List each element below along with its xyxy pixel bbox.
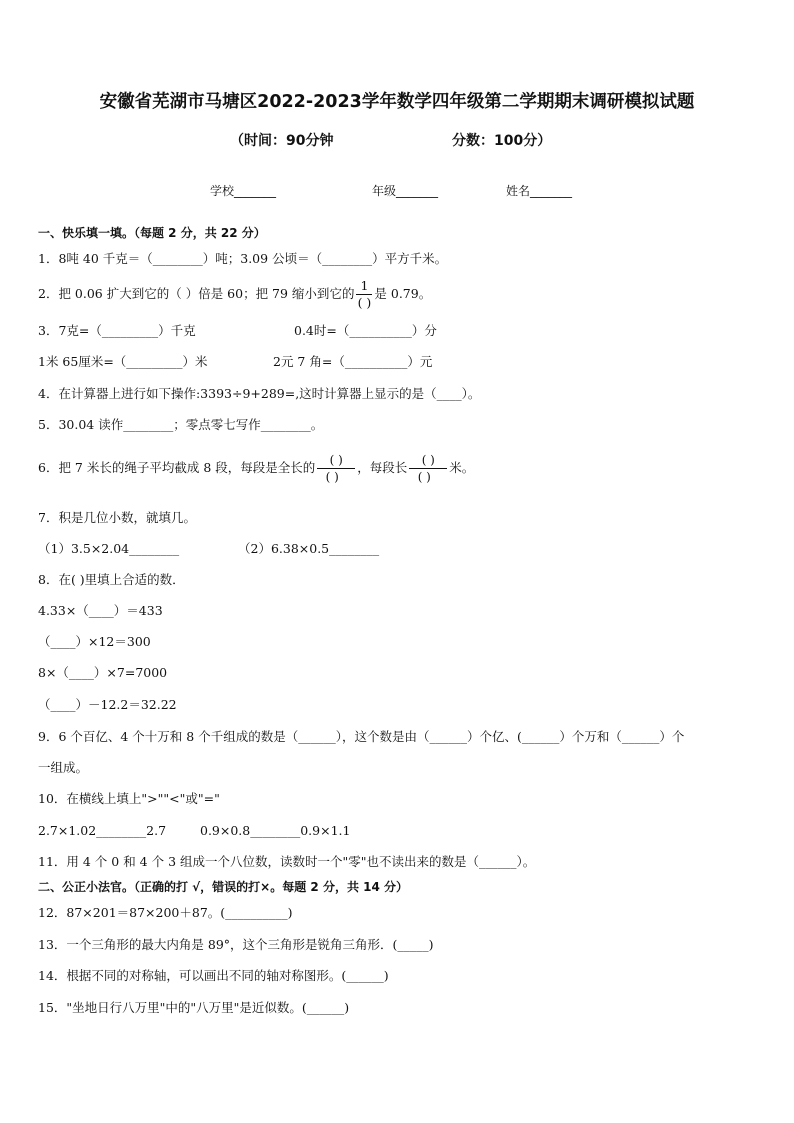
question-8-b: （____）×12＝300 [38,634,151,649]
question-9: 9．6 个百亿、4 个十万和 8 个千组成的数是（______），这个数是由（______）个亿、(______）个万和（______）个 [38,729,685,744]
question-8-a: 4.33×（____）＝433 [38,603,163,618]
question-8-c: 8×（____）×7=7000 [38,665,168,680]
question-1: 1．8吨 40 千克＝（________）吨；3.09 公顷＝（________）平方千米。 [38,251,448,266]
question-12: 12．87×201＝87×200＋87。(__________) [38,905,293,920]
question-10-b: 0.9×0.8________0.9×1.1 [200,823,351,838]
question-14: 14．根据不同的对称轴，可以画出不同的轴对称图形。(______) [38,968,389,983]
question-6-text-end: 米。 [449,460,475,475]
question-6-fraction-1 [317,452,355,485]
question-6-text: 6．把 7 米长的绳子平均截成 8 段，每段是全长的 [38,460,316,475]
question-5: 5．30.04 读作________；零点零七写作________。 [38,417,324,432]
section-1-heading: 一、快乐填一填。（每题 2 分，共 22 分） [38,226,266,240]
section-2-heading: 二、公正小法官。（正确的打 √，错误的打×。每题 2 分，共 14 分） [38,880,408,894]
question-7-part-2: （2）6.38×0.5________ [238,541,380,556]
page-title: 安徽省芜湖市马塘区2022-2023学年数学四年级第二学期期末调研模拟试题 [99,92,695,112]
question-3-b: 0.4时=（__________）分 [294,323,437,338]
question-10-a: 2.7×1.02________2.7 [38,823,167,838]
question-13: 13．一个三角形的最大内角是 89°，这个三角形是锐角三角形．(_____) [38,937,434,952]
fraction-denominator[interactable]: ( ) [325,470,339,484]
question-2-text: 2．把 0.06 扩大到它的（ ）倍是 60；把 79 缩小到它的 [38,286,355,301]
question-11: 11．用 4 个 0 和 4 个 3 组成一个八位数，读数时一个"零"也不读出来的数是（______）。 [38,854,536,869]
question-7: 7．积是几位小数，就填几。 [38,510,196,525]
question-8: 8．在( )里填上合适的数． [38,572,185,587]
question-3-c: 1米 65厘米=（_________）米 [38,354,208,369]
question-2-fraction [356,278,372,311]
question-4: 4．在计算器上进行如下操作:3393÷9+289=,这时计算器上显示的是（____）。 [38,386,481,401]
fraction-denominator[interactable]: ( ) [417,470,431,484]
question-7-part-1: （1）3.5×2.04________ [38,541,180,556]
question-3-d: 2元 7 角=（__________）元 [273,354,433,369]
question-6-text-mid: ，每段长 [357,460,408,475]
grade-field[interactable]: 年级_______ [372,184,439,198]
name-field[interactable]: 姓名_______ [506,184,573,198]
question-3-a: 3．7克=（_________）千克 [38,323,196,338]
question-8-d: （____）－12.2＝32.22 [38,697,177,712]
exam-score: 分数：100分） [452,133,552,149]
question-6-fraction-2 [409,452,447,485]
fraction-numerator: 1 [356,278,372,295]
school-field[interactable]: 学校_______ [210,184,277,198]
fraction-denominator[interactable]: ( ) [357,295,372,310]
fraction-numerator[interactable]: ( ) [317,452,355,469]
question-2-text-end: 是 0.79。 [374,286,432,301]
question-15: 15．"坐地日行八万里"中的"八万里"是近似数。(______) [38,1000,350,1015]
question-6 [38,452,474,485]
question-10: 10．在横线上填上">""<"或"=" [38,791,220,806]
question-2 [38,278,431,311]
fraction-numerator[interactable]: ( ) [409,452,447,469]
question-9-cont: 一组成。 [38,760,89,775]
exam-time: （时间：90分钟 [230,133,334,149]
